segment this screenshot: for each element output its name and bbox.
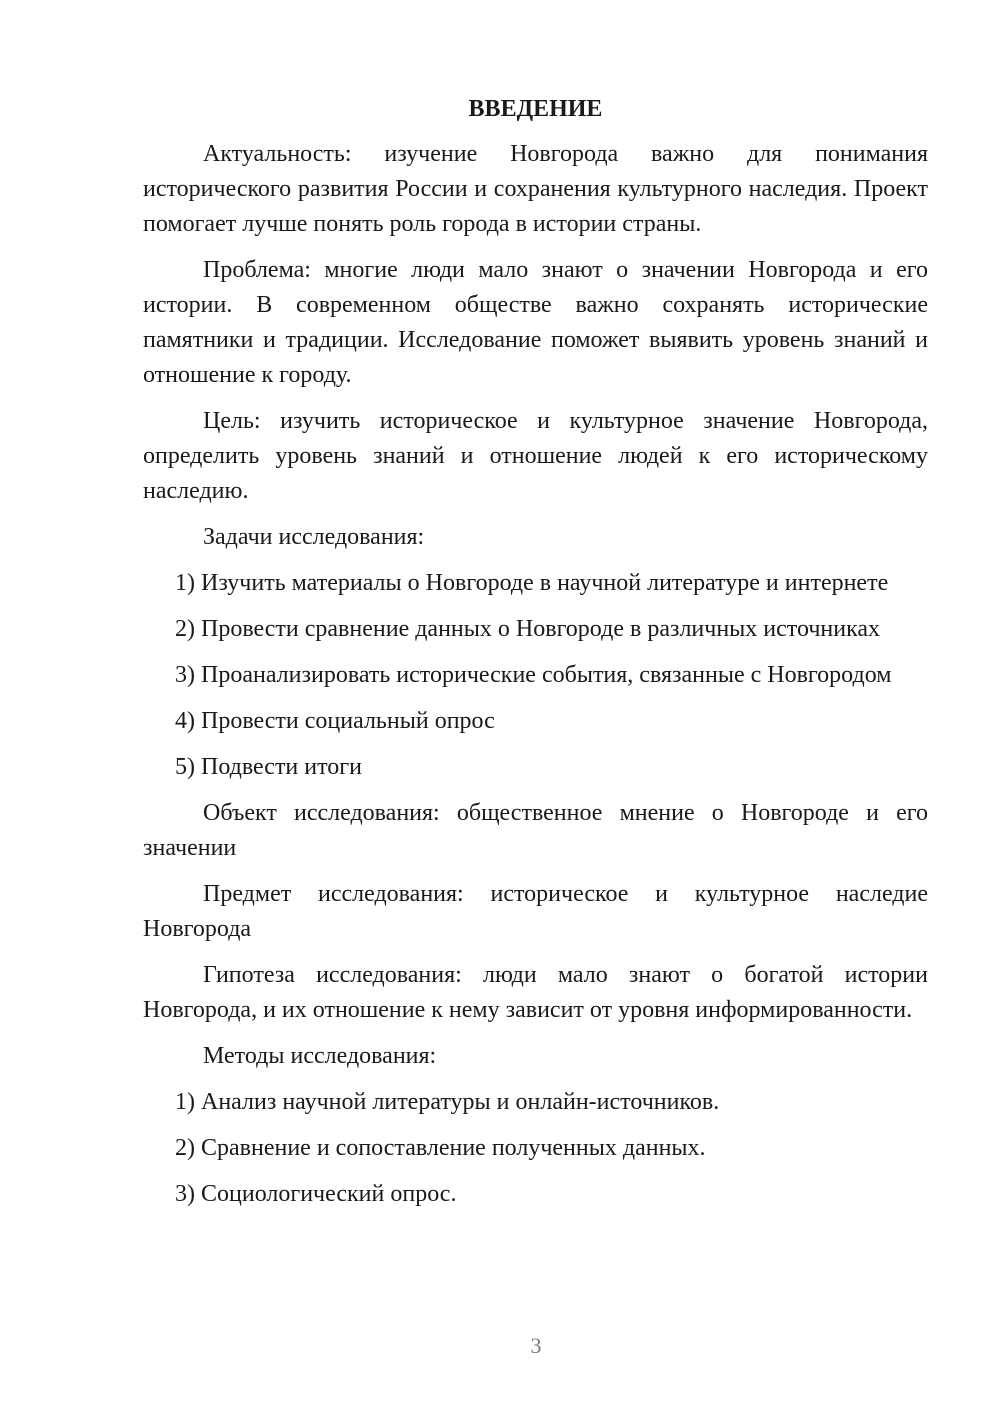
- object-paragraph: Объект исследования: общественное мнение о Новгороде и его значении: [143, 800, 928, 861]
- methods-heading: Методы исследования:: [203, 1043, 437, 1069]
- tasks-list: [143, 566, 928, 785]
- task-item: 5) Подвести итоги: [175, 754, 362, 780]
- method-item: 3) Социологический опрос.: [175, 1181, 457, 1207]
- relevance-paragraph: Актуальность: изучение Новгорода важно для понимания исторического развития России и сохранения культурного наследия. Проект помогает лучше понять роль города в истории страны.: [143, 141, 928, 237]
- task-item: 3) Проанализировать исторические события, связанные с Новгородом: [175, 662, 892, 688]
- tasks-heading: Задачи исследования:: [203, 524, 425, 550]
- subject-paragraph: Предмет исследования: историческое и культурное наследие Новгорода: [143, 881, 928, 942]
- task-item: 4) Провести социальный опрос: [175, 708, 495, 734]
- method-item: 1) Анализ научной литературы и онлайн-источников.: [175, 1089, 720, 1115]
- methods-list: [143, 1085, 928, 1212]
- task-item: 1) Изучить материалы о Новгороде в научной литературе и интернете: [175, 570, 889, 596]
- problem-paragraph: Проблема: многие люди мало знают о значении Новгорода и его истории. В современном обществе важно сохранять исторические памятники и традиции. Исследование поможет выявить уровень знаний и отношение к городу.: [143, 257, 928, 388]
- page-number: 3: [530, 1333, 542, 1358]
- task-item: 2) Провести сравнение данных о Новгороде в различных источниках: [175, 616, 881, 642]
- page-title: ВВЕДЕНИЕ: [468, 96, 603, 122]
- document-body: [143, 92, 928, 1223]
- hypothesis-paragraph: Гипотеза исследования: люди мало знают о богатой истории Новгорода, и их отношение к нему зависит от уровня информированности.: [143, 962, 928, 1023]
- goal-paragraph: Цель: изучить историческое и культурное значение Новгорода, определить уровень знаний и отношение людей к его историческому наследию.: [143, 408, 928, 504]
- method-item: 2) Сравнение и сопоставление полученных данных.: [175, 1135, 706, 1161]
